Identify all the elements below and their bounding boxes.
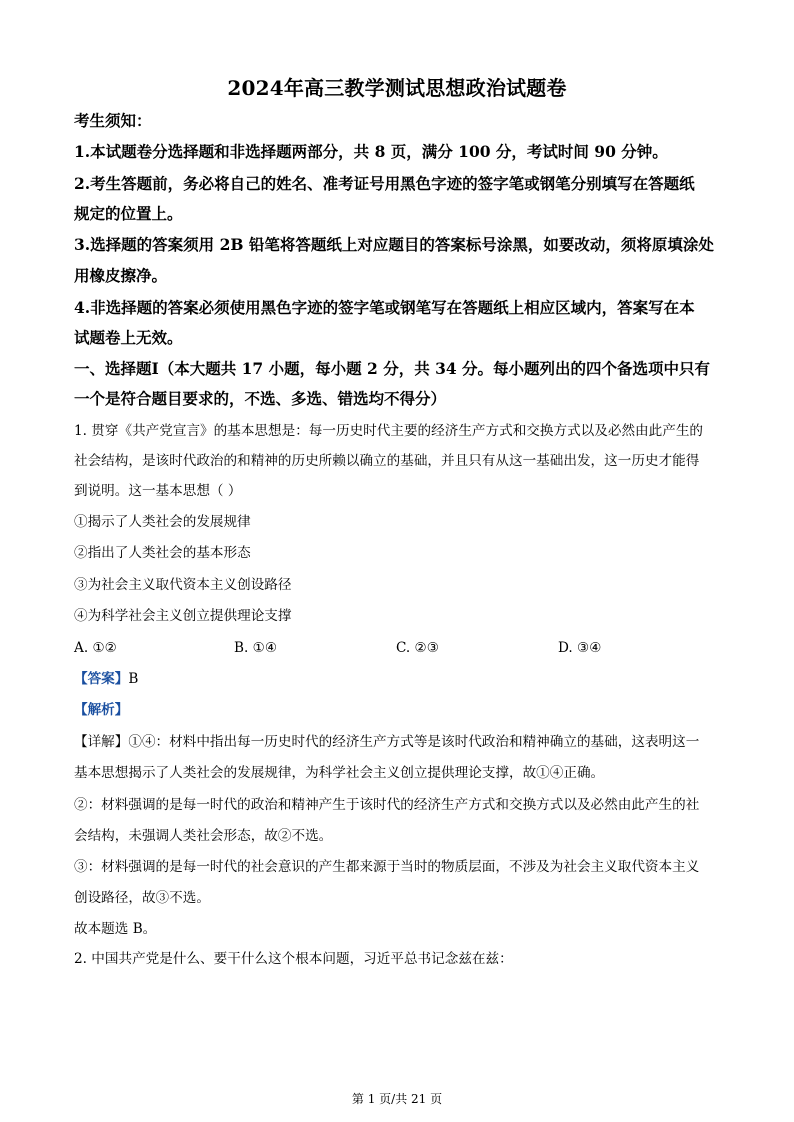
q1-item-2: ②指出了人类社会的基本形态 xyxy=(74,545,251,561)
notice-line-1: 1.本试题卷分选择题和非选择题两部分，共 8 页，满分 100 分，考试时间 90 分钟。 xyxy=(74,142,668,161)
answer-value: B xyxy=(128,671,139,687)
q1-item-4: ④为科学社会主义创立提供理论支撑 xyxy=(74,608,292,624)
q1-detail-line-5: ③：材料强调的是每一时代的社会意识的产生都来源于当时的物质层面，不涉及为社会主义取代资本主义 xyxy=(74,859,700,875)
q2-stem: 2. 中国共产党是什么、要干什么这个根本问题，习近平总书记念兹在兹： xyxy=(74,951,513,967)
section-heading-line-1: 一、选择题Ⅰ（本大题共 17 小题，每小题 2 分，共 34 分。每小题列出的四个备选项中只有 xyxy=(74,359,711,378)
q1-detail-line-2: 基本思想揭示了人类社会的发展规律，为科学社会主义创立提供理论支撑，故①④正确。 xyxy=(74,765,605,781)
q1-detail-line-3: ②：材料强调的是每一时代的政治和精神产生于该时代的经济生产方式和交换方式以及必然由此产生的社 xyxy=(74,797,700,813)
q1-detail-line-7: 故本题选 B。 xyxy=(74,921,157,937)
q1-stem-line-1: 1. 贯穿《共产党宣言》的基本思想是：每一历史时代主要的经济生产方式和交换方式以及必然由此产生的 xyxy=(74,423,704,439)
q1-stem-line-3: 到说明。这一基本思想（ ） xyxy=(74,483,242,499)
notice-line-2: 2.考生答题前，务必将自己的姓名、准考证号用黑色字迹的签字笔或钢笔分别填写在答题纸 xyxy=(74,174,695,193)
answer-tag: 【答案】 xyxy=(74,671,129,687)
q1-option-b: B. ①④ xyxy=(234,640,278,656)
notice-line-6: 4.非选择题的答案必须使用黑色字迹的签字笔或钢笔写在答题纸上相应区域内，答案写在本 xyxy=(74,298,695,317)
q1-item-1: ①揭示了人类社会的发展规律 xyxy=(74,514,251,530)
q1-answer-row xyxy=(74,666,720,692)
notice-line-7: 试题卷上无效。 xyxy=(74,328,183,347)
q1-option-a: A. ①② xyxy=(74,640,117,656)
q1-stem-line-2: 社会结构，是该时代政治的和精神的历史所赖以确立的基础，并且只有从这一基础出发，这一历史才能得 xyxy=(74,453,700,469)
section-heading-line-2: 一个是符合题目要求的，不选、多选、错选均不得分） xyxy=(74,389,447,408)
q1-option-d: D. ③④ xyxy=(558,640,602,656)
notice-line-5: 用橡皮擦净。 xyxy=(74,266,168,285)
q1-detail-line-1 xyxy=(74,729,720,755)
notice-line-4: 3.选择题的答案须用 2B 铅笔将答题纸上对应题目的答案标号涂黑，如要改动，须将原填涂处 xyxy=(74,235,714,254)
detail-text-1: ①④：材料中指出每一历史时代的经济生产方式等是该时代政治和精神确立的基础，这表明这一 xyxy=(128,734,700,750)
analysis-tag: 【解析】 xyxy=(74,702,129,718)
q1-option-c: C. ②③ xyxy=(396,640,439,656)
detail-tag: 【详解】 xyxy=(74,734,129,750)
page-title: 2024年高三教学测试思想政治试题卷 xyxy=(227,76,567,100)
q1-analysis-row xyxy=(74,697,720,723)
notice-heading: 考生须知： xyxy=(74,111,152,130)
page-footer: 第 1 页/共 21 页 xyxy=(351,1092,443,1106)
q1-detail-line-6: 创设路径，故③不选。 xyxy=(74,890,210,906)
q1-item-3: ③为社会主义取代资本主义创设路径 xyxy=(74,577,292,593)
q1-detail-line-4: 会结构，未强调人类社会形态，故②不选。 xyxy=(74,828,333,844)
notice-line-3: 规定的位置上。 xyxy=(74,204,183,223)
